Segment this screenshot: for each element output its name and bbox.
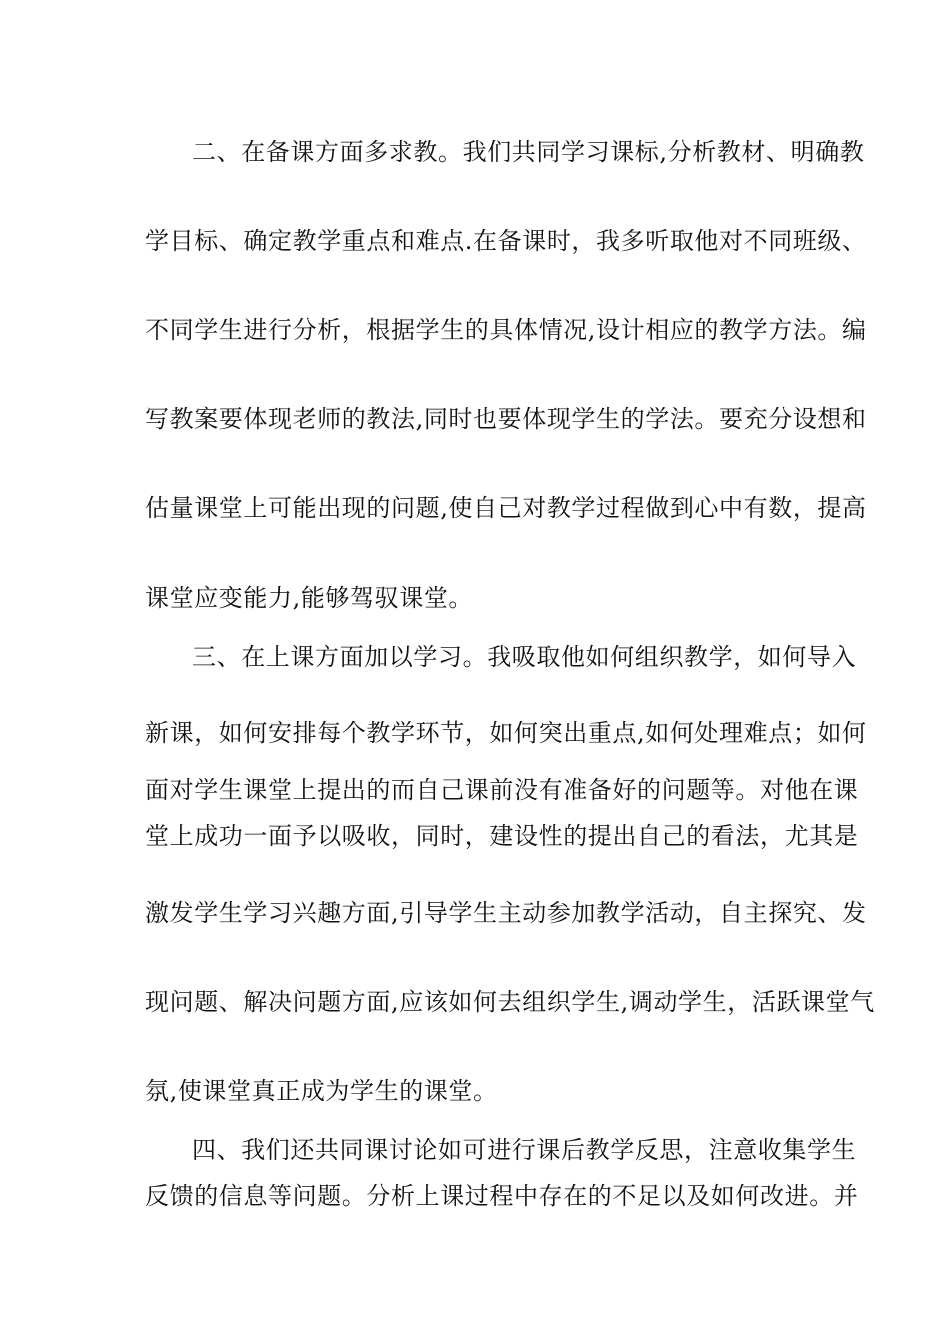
- paragraph-3-line-5: 激发学生学习兴趣方面,引导学生主动参加教学活动，自主探究、发: [145, 899, 867, 927]
- paragraph-4-line-1: 四、我们还共同课讨论如可进行课后教学反思，注意收集学生: [192, 1136, 857, 1164]
- paragraph-2-line-2: 学目标、确定教学重点和难点.在备课时，我多听取他对不同班级、: [145, 227, 867, 255]
- paragraph-2-line-5: 估量课堂上可能出现的问题,使自己对教学过程做到心中有数，提高: [145, 494, 867, 522]
- paragraph-2-line-1: 二、在备课方面多求教。我们共同学习课标,分析教材、明确教: [192, 138, 865, 166]
- paragraph-3-line-1: 三、在上课方面加以学习。我吸取他如何组织教学，如何导入: [192, 643, 857, 671]
- paragraph-4-line-2: 反馈的信息等问题。分析上课过程中存在的不足以及如何改进。并: [145, 1182, 859, 1210]
- paragraph-3-line-4: 堂上成功一面予以吸收，同时，建设性的提出自己的看法，尤其是: [145, 822, 859, 850]
- paragraph-2-line-4: 写教案要体现老师的教法,同时也要体现学生的学法。要充分设想和: [145, 405, 867, 433]
- paragraph-2-line-3: 不同学生进行分析，根据学生的具体情况,设计相应的教学方法。编: [145, 316, 867, 344]
- paragraph-3-line-6: 现问题、解决问题方面,应该如何去组织学生,调动学生，活跃课堂气: [145, 988, 875, 1016]
- paragraph-3-line-3: 面对学生课堂上提出的而自己课前没有准备好的问题等。对他在课: [145, 776, 859, 804]
- paragraph-3-line-7: 氛,使课堂真正成为学生的课堂。: [145, 1077, 498, 1105]
- paragraph-2-line-6: 课堂应变能力,能够驾驭课堂。: [145, 584, 474, 612]
- paragraph-3-line-2: 新课，如何安排每个教学环节，如何突出重点,如何处理难点；如何: [145, 719, 867, 747]
